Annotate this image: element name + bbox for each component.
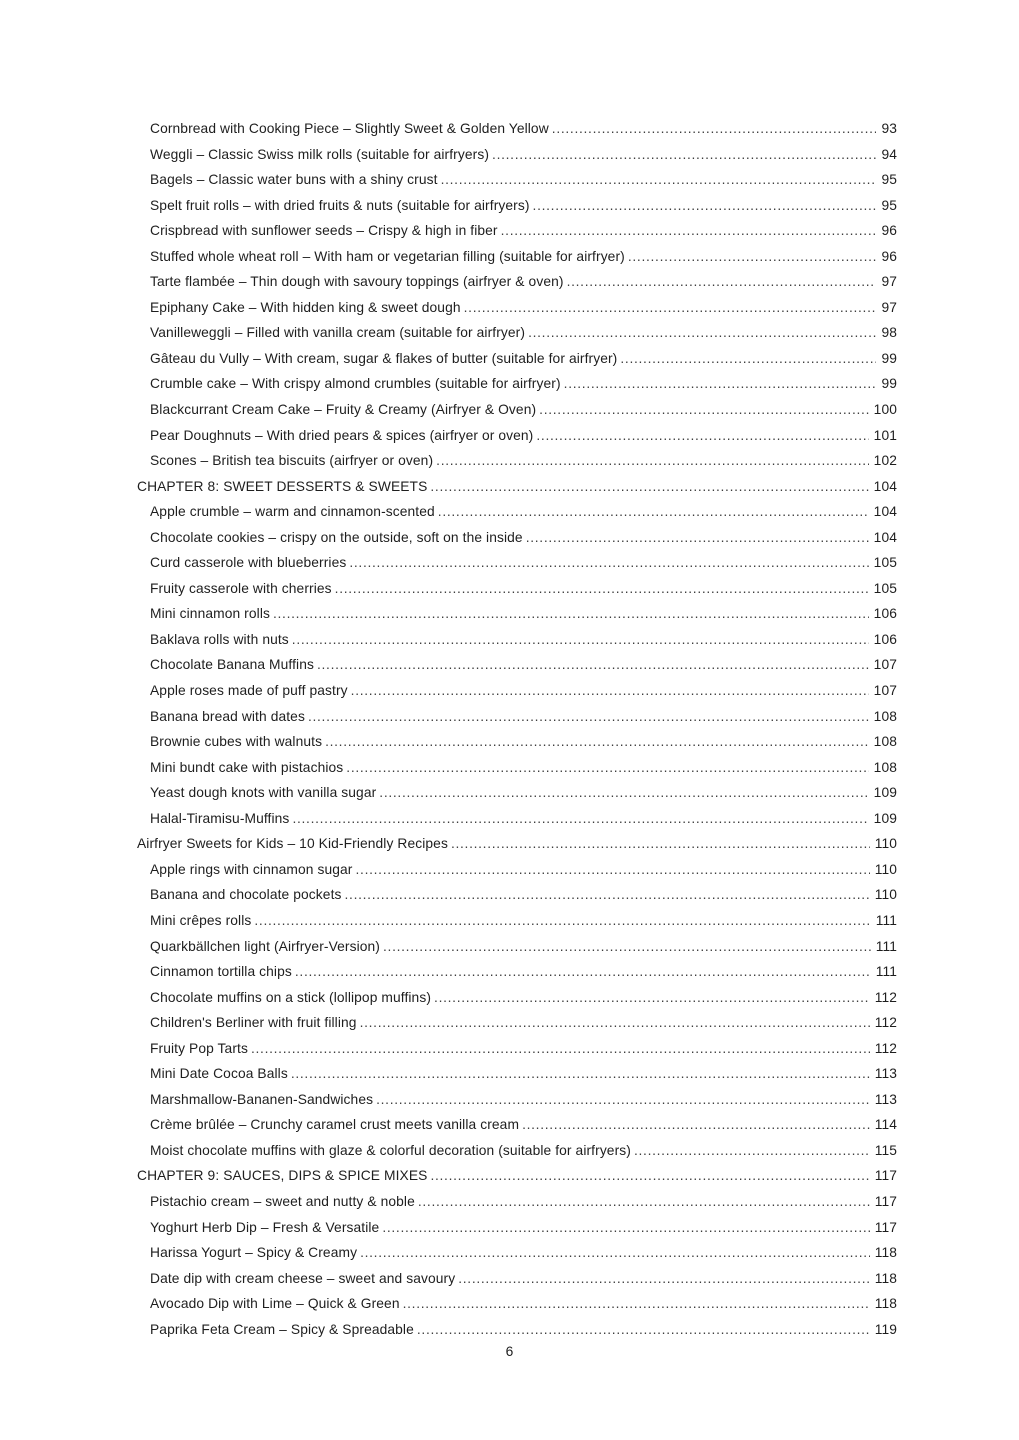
toc-dot-leader xyxy=(492,142,876,168)
toc-entry xyxy=(137,1163,897,1189)
toc-entry xyxy=(137,1240,897,1266)
toc-entry-label: Avocado Dip with Lime – Quick & Green xyxy=(150,1296,400,1312)
toc-entry xyxy=(137,806,897,832)
toc-entry-page-number: 107 xyxy=(873,657,897,673)
toc-entry-page-number: 119 xyxy=(874,1321,897,1337)
toc-dot-leader xyxy=(291,1061,870,1087)
toc-entry xyxy=(137,550,897,576)
toc-entry xyxy=(137,346,897,372)
toc-entry-page-number: 98 xyxy=(881,325,897,341)
toc-entry-page-number: 104 xyxy=(873,504,897,520)
toc-entry-page-number: 118 xyxy=(874,1270,897,1286)
toc-entry-page-number: 95 xyxy=(881,172,897,188)
toc-entry-label: Halal-Tiramisu-Muffins xyxy=(150,810,290,826)
toc-entry-page-number: 117 xyxy=(874,1219,897,1235)
toc-entry-page-number: 102 xyxy=(873,453,897,469)
toc-entry xyxy=(137,371,897,397)
toc-entry-page-number: 99 xyxy=(881,350,897,366)
toc-entry xyxy=(137,857,897,883)
toc-entry-page-number: 108 xyxy=(873,759,897,775)
toc-dot-leader xyxy=(360,1240,870,1266)
toc-dot-leader xyxy=(539,397,869,423)
toc-entry-page-number: 112 xyxy=(874,1040,897,1056)
toc-entry-label: Cornbread with Cooking Piece – Slightly Sweet & Golden Yellow xyxy=(150,121,549,136)
toc-entry xyxy=(137,704,897,730)
toc-entry-label: Mini cinnamon rolls xyxy=(150,606,270,622)
toc-entry xyxy=(137,1036,897,1062)
toc-entry-page-number: 111 xyxy=(875,938,897,954)
toc-entry-page-number: 106 xyxy=(873,606,897,622)
toc-entry xyxy=(137,959,897,985)
toc-dot-leader xyxy=(436,448,869,474)
toc-dot-leader xyxy=(254,908,870,934)
toc-dot-leader xyxy=(620,346,876,372)
toc-dot-leader xyxy=(501,218,877,244)
toc-entry xyxy=(137,320,897,346)
toc-entry-label: Blackcurrant Cream Cake – Fruity & Creamy (Airfryer & Oven) xyxy=(150,402,537,418)
toc-entry-label: Pistachio cream – sweet and nutty & noble xyxy=(150,1193,415,1209)
toc-entry-label: Epiphany Cake – With hidden king & sweet dough xyxy=(150,299,461,315)
toc-entry xyxy=(137,652,897,678)
toc-entry-label: Vanilleweggli – Filled with vanilla cream (suitable for airfryer) xyxy=(150,325,526,341)
toc-dot-leader xyxy=(335,576,869,602)
toc-entry-label: Weggli – Classic Swiss milk rolls (suitable for airfryers) xyxy=(150,146,490,162)
table-of-contents xyxy=(137,116,897,1342)
toc-entry-page-number: 109 xyxy=(873,810,897,826)
toc-dot-leader xyxy=(345,882,870,908)
toc-dot-leader xyxy=(430,1163,869,1189)
toc-entry xyxy=(137,678,897,704)
toc-dot-leader xyxy=(536,423,868,449)
toc-entry-page-number: 118 xyxy=(874,1245,897,1261)
toc-entry xyxy=(137,295,897,321)
toc-entry xyxy=(137,1266,897,1292)
toc-entry xyxy=(137,1291,897,1317)
toc-dot-leader xyxy=(451,831,870,857)
toc-entry xyxy=(137,1317,897,1343)
toc-entry-page-number: 108 xyxy=(873,708,897,724)
toc-dot-leader xyxy=(292,627,869,653)
toc-entry xyxy=(137,423,897,449)
toc-entry xyxy=(137,934,897,960)
toc-dot-leader xyxy=(441,167,877,193)
toc-dot-leader xyxy=(567,269,877,295)
toc-entry-label: Quarkbällchen light (Airfryer-Version) xyxy=(150,938,380,954)
toc-dot-leader xyxy=(533,193,877,219)
toc-entry xyxy=(137,1189,897,1215)
toc-dot-leader xyxy=(526,525,869,551)
toc-entry-page-number: 117 xyxy=(874,1168,897,1184)
toc-entry xyxy=(137,142,897,168)
toc-entry xyxy=(137,985,897,1011)
toc-entry-page-number: 107 xyxy=(873,683,897,699)
toc-dot-leader xyxy=(564,371,877,397)
toc-dot-leader xyxy=(418,1189,870,1215)
toc-entry-label: Apple roses made of puff pastry xyxy=(150,683,348,699)
toc-entry-page-number: 106 xyxy=(873,631,897,647)
toc-dot-leader xyxy=(379,780,868,806)
toc-entry-page-number: 105 xyxy=(873,580,897,596)
toc-entry xyxy=(137,601,897,627)
toc-dot-leader xyxy=(356,857,870,883)
toc-entry-label: Chocolate muffins on a stick (lollipop muffins) xyxy=(150,989,432,1005)
toc-entry-label: Spelt fruit rolls – with dried fruits & nuts (suitable for airfryers) xyxy=(150,197,530,213)
toc-entry-label: Marshmallow-Bananen-Sandwiches xyxy=(150,1091,374,1107)
toc-entry-page-number: 109 xyxy=(873,785,897,801)
toc-entry-page-number: 100 xyxy=(873,402,897,418)
toc-entry-label: Paprika Feta Cream – Spicy & Spreadable xyxy=(150,1321,414,1337)
toc-entry-label: Banana and chocolate pockets xyxy=(150,887,342,903)
toc-entry-label: Curd casserole with blueberries xyxy=(150,555,347,571)
toc-entry-label: Chocolate cookies – crispy on the outside, soft on the inside xyxy=(150,529,523,545)
toc-entry xyxy=(137,729,897,755)
toc-entry-page-number: 96 xyxy=(881,223,897,239)
toc-entry-label: Mini crêpes rolls xyxy=(150,912,252,928)
toc-dot-leader xyxy=(458,1266,869,1292)
toc-entry-page-number: 97 xyxy=(881,299,897,315)
toc-dot-leader xyxy=(382,1215,869,1241)
toc-entry xyxy=(137,1010,897,1036)
toc-entry-label: Harissa Yogurt – Spicy & Creamy xyxy=(150,1245,358,1261)
toc-entry-label: Crispbread with sunflower seeds – Crispy & high in fiber xyxy=(150,223,498,239)
toc-entry-label: Fruity casserole with cherries xyxy=(150,580,332,596)
toc-dot-leader xyxy=(360,1010,870,1036)
toc-entry xyxy=(137,397,897,423)
toc-entry xyxy=(137,269,897,295)
toc-entry-label: Tarte flambée – Thin dough with savoury toppings (airfryer & oven) xyxy=(150,274,564,290)
toc-entry xyxy=(137,1061,897,1087)
toc-entry xyxy=(137,448,897,474)
toc-dot-leader xyxy=(438,499,869,525)
toc-entry xyxy=(137,576,897,602)
toc-entry xyxy=(137,1138,897,1164)
toc-entry xyxy=(137,627,897,653)
toc-entry-label: Fruity Pop Tarts xyxy=(150,1040,248,1056)
toc-dot-leader xyxy=(383,934,871,960)
toc-dot-leader xyxy=(317,652,869,678)
toc-entry-page-number: 105 xyxy=(873,555,897,571)
toc-entry-label: CHAPTER 9: SAUCES, DIPS & SPICE MIXES xyxy=(137,1168,428,1184)
toc-entry xyxy=(137,1215,897,1241)
toc-entry-page-number: 115 xyxy=(874,1142,897,1158)
toc-entry-page-number: 110 xyxy=(874,861,897,877)
toc-entry xyxy=(137,499,897,525)
toc-entry-page-number: 110 xyxy=(874,887,897,903)
toc-entry-label: Crème brûlée – Crunchy caramel crust meets vanilla cream xyxy=(150,1117,520,1133)
toc-entry xyxy=(137,244,897,270)
toc-entry xyxy=(137,193,897,219)
toc-entry xyxy=(137,474,897,500)
toc-entry-label: Crumble cake – With crispy almond crumbles (suitable for airfryer) xyxy=(150,376,561,392)
toc-entry xyxy=(137,218,897,244)
toc-entry-page-number: 111 xyxy=(875,912,897,928)
toc-entry-label: Pear Doughnuts – With dried pears & spices (airfryer or oven) xyxy=(150,427,534,443)
toc-entry xyxy=(137,1087,897,1113)
toc-entry-label: Apple crumble – warm and cinnamon-scented xyxy=(150,504,435,520)
toc-dot-leader xyxy=(628,244,877,270)
toc-entry-label: Moist chocolate muffins with glaze & colorful decoration (suitable for airfryers) xyxy=(150,1142,631,1158)
toc-entry-label: Apple rings with cinnamon sugar xyxy=(150,861,353,877)
toc-entry-label: Brownie cubes with walnuts xyxy=(150,734,323,750)
toc-entry-label: Cinnamon tortilla chips xyxy=(150,964,292,980)
toc-entry-page-number: 113 xyxy=(874,1091,897,1107)
toc-entry-label: Date dip with cream cheese – sweet and savoury xyxy=(150,1270,456,1286)
page-footer xyxy=(0,1344,1019,1360)
toc-entry-page-number: 104 xyxy=(873,478,897,494)
toc-entry xyxy=(137,525,897,551)
toc-entry-label: Chocolate Banana Muffins xyxy=(150,657,314,673)
toc-entry-label: Stuffed whole wheat roll – With ham or vegetarian filling (suitable for airfryer) xyxy=(150,248,625,264)
toc-entry-label: Yoghurt Herb Dip – Fresh & Versatile xyxy=(150,1219,380,1235)
toc-dot-leader xyxy=(273,601,869,627)
toc-entry-page-number: 112 xyxy=(874,989,897,1005)
toc-entry-page-number: 111 xyxy=(875,964,897,980)
toc-entry-page-number: 117 xyxy=(874,1193,897,1209)
toc-entry xyxy=(137,167,897,193)
toc-dot-leader xyxy=(634,1138,870,1164)
toc-entry-page-number: 95 xyxy=(881,197,897,213)
toc-dot-leader xyxy=(552,116,877,142)
toc-dot-leader xyxy=(430,474,868,500)
toc-entry-page-number: 97 xyxy=(881,274,897,290)
toc-dot-leader xyxy=(351,678,869,704)
toc-dot-leader xyxy=(434,985,870,1011)
toc-entry xyxy=(137,755,897,781)
toc-entry-label: Yeast dough knots with vanilla sugar xyxy=(150,785,377,801)
toc-dot-leader xyxy=(325,729,869,755)
toc-dot-leader xyxy=(251,1036,870,1062)
toc-entry-page-number: 101 xyxy=(873,427,897,443)
toc-dot-leader xyxy=(464,295,877,321)
toc-dot-leader xyxy=(295,959,871,985)
toc-entry-label: Children's Berliner with fruit filling xyxy=(150,1015,357,1031)
toc-entry-label: Mini Date Cocoa Balls xyxy=(150,1066,288,1082)
toc-entry-page-number: 114 xyxy=(874,1117,897,1133)
toc-dot-leader xyxy=(417,1317,870,1343)
toc-entry xyxy=(137,1112,897,1138)
toc-entry-label: Mini bundt cake with pistachios xyxy=(150,759,344,775)
toc-entry-page-number: 104 xyxy=(873,529,897,545)
toc-entry-label: CHAPTER 8: SWEET DESSERTS & SWEETS xyxy=(137,478,428,494)
toc-entry-label: Airfryer Sweets for Kids – 10 Kid-Friendly Recipes xyxy=(137,836,448,852)
toc-entry-page-number: 118 xyxy=(874,1296,897,1312)
toc-entry xyxy=(137,116,897,142)
toc-dot-leader xyxy=(403,1291,870,1317)
toc-entry xyxy=(137,908,897,934)
toc-entry-label: Bagels – Classic water buns with a shiny crust xyxy=(150,172,438,188)
toc-entry-page-number: 108 xyxy=(873,734,897,750)
toc-entry-page-number: 113 xyxy=(874,1066,897,1082)
toc-entry-page-number: 110 xyxy=(874,836,897,852)
toc-entry-page-number: 94 xyxy=(881,146,897,162)
toc-entry-page-number: 99 xyxy=(881,376,897,392)
toc-dot-leader xyxy=(292,806,868,832)
toc-entry-label: Gâteau du Vully – With cream, sugar & flakes of butter (suitable for airfryer) xyxy=(150,350,618,366)
toc-entry xyxy=(137,831,897,857)
toc-entry-label: Banana bread with dates xyxy=(150,708,305,724)
toc-dot-leader xyxy=(349,550,868,576)
toc-dot-leader xyxy=(528,320,876,346)
toc-dot-leader xyxy=(308,704,869,730)
toc-entry-page-number: 93 xyxy=(881,121,897,136)
footer-page-number: 6 xyxy=(505,1344,514,1359)
toc-entry-page-number: 112 xyxy=(874,1015,897,1031)
toc-entry xyxy=(137,882,897,908)
toc-entry-label: Baklava rolls with nuts xyxy=(150,631,289,647)
toc-dot-leader xyxy=(522,1112,870,1138)
toc-entry xyxy=(137,780,897,806)
toc-entry-label: Scones – British tea biscuits (airfryer or oven) xyxy=(150,453,434,469)
toc-dot-leader xyxy=(346,755,868,781)
toc-dot-leader xyxy=(376,1087,870,1113)
toc-entry-page-number: 96 xyxy=(881,248,897,264)
